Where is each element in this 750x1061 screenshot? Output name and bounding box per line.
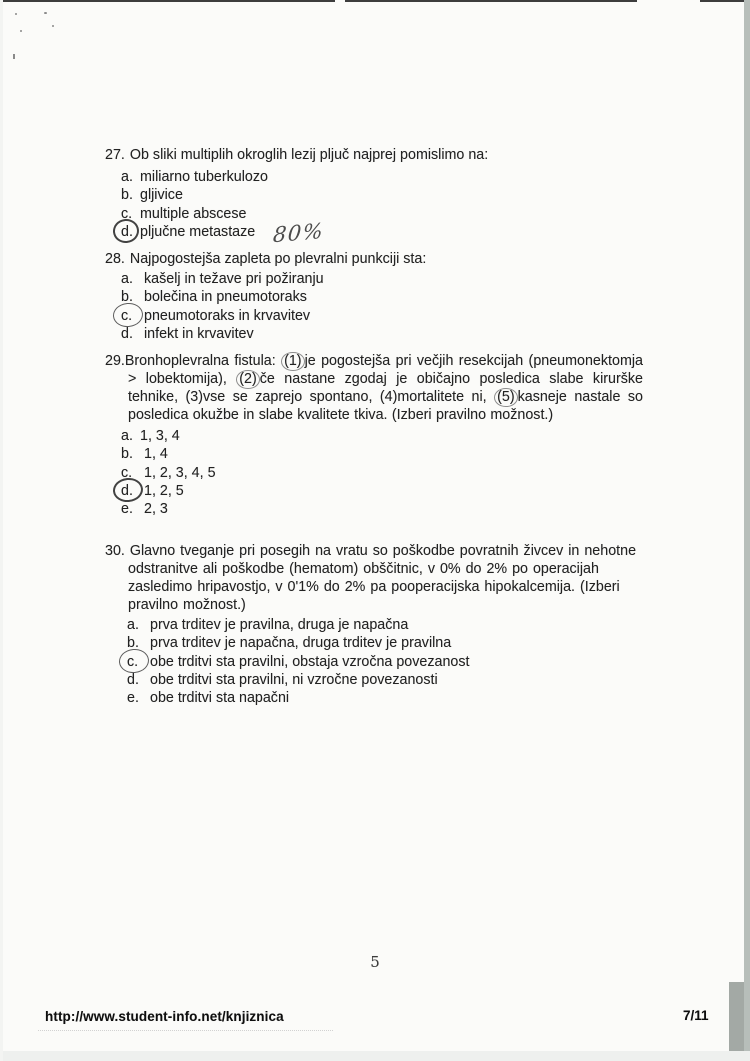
option-27-d	[121, 218, 643, 248]
option-28-c-letter-answer-circle: c.	[121, 307, 144, 325]
question-29-stem	[105, 352, 643, 424]
footer-url: http://www.student-info.net/knjiznica	[45, 1009, 284, 1024]
scan-artifact-left-edge	[0, 0, 3, 1061]
option-28-d-text: infekt in krvavitev	[144, 325, 254, 342]
option-29-c	[121, 464, 643, 482]
question-29-options	[105, 427, 643, 518]
question-29-stem-text: kasneje nastale so posledica okužbe in slabe kvalitete tkiva. (Izberi pravilno možnost.)	[128, 389, 643, 423]
scan-artifact-right-edge	[744, 0, 750, 1061]
option-29-e	[121, 500, 643, 518]
option-27-b	[121, 186, 643, 204]
option-27-c-text: multiple abscese	[140, 205, 247, 222]
question-27-stem	[105, 146, 643, 164]
option-30-d	[127, 671, 643, 689]
option-29-a-text: 1, 3, 4	[140, 428, 180, 444]
question-27-options	[105, 168, 643, 248]
option-30-a-text: prva trditev je pravilna, druga je napačna	[150, 617, 409, 633]
scan-artifact-bottom-edge	[0, 1051, 750, 1061]
option-28-c	[121, 307, 643, 325]
option-27-a	[121, 168, 643, 186]
option-28-b-letter: b.	[121, 289, 133, 306]
option-28-a-letter: a.	[121, 271, 133, 287]
handwritten-note-80-percent: 80%	[272, 218, 326, 248]
option-30-b-text: prva trditev je napačna, druga trditev je pravilna	[150, 635, 452, 652]
option-28-b-text: bolečina in pneumotoraks	[144, 289, 307, 306]
option-27-a-letter: a.	[121, 169, 133, 185]
question-29-number: 29.	[105, 353, 125, 369]
option-30-d-text: obe trditvi sta pravilni, ni vzročne povezanosti	[150, 671, 438, 688]
scan-speck	[15, 13, 17, 15]
option-29-a-letter: a.	[121, 428, 133, 444]
question-29-stem-text: Bronhoplevralna fistula:	[124, 353, 282, 369]
option-28-a	[121, 270, 643, 288]
question-30-stem	[105, 542, 643, 614]
option-28-b	[121, 288, 643, 306]
option-27-b-text: gljivice	[140, 187, 183, 204]
question-30-stem-text: Glavno tveganje pri posegih na vratu so poškodbe povratnih živcev in nehotne odstranitve ali poškodbe (hematom) obščitnic, v 0% do 2% po operacijah zasledimo hripavostjo, v 0'1% do 2% pa pooperacijska hipokalcemija. (Izberi pravilno možnost.)	[128, 543, 637, 613]
option-28-d-letter: d.	[121, 325, 133, 342]
option-29-a	[121, 427, 643, 445]
footer-page-indicator: 7/11	[683, 1008, 709, 1023]
option-27-d-letter-answer-circle: d.	[121, 223, 140, 241]
question-27	[105, 146, 643, 248]
option-30-c-text: obe trditvi sta pravilni, obstaja vzročna povezanost	[150, 653, 470, 670]
question-30	[105, 542, 643, 707]
option-29-c-letter: c.	[121, 464, 133, 481]
option-30-e-letter: e.	[127, 690, 139, 707]
scan-speck	[44, 12, 47, 14]
option-29-b-letter: b.	[121, 446, 133, 463]
scan-artifact-dotted-line	[38, 1030, 333, 1031]
option-27-a-text: miliarno tuberkulozo	[140, 169, 268, 185]
option-30-c	[127, 653, 643, 671]
option-29-b	[121, 445, 643, 463]
option-29-d-letter-answer-circle: d.	[121, 482, 144, 500]
circled-number-5: (5)	[494, 388, 517, 407]
option-29-d-text: 1, 2, 5	[144, 482, 184, 499]
circled-number-2: (2)	[236, 370, 259, 389]
scan-speck	[20, 30, 22, 32]
option-29-e-text: 2, 3	[144, 501, 168, 518]
option-27-d-text: pljučne metastaze	[140, 223, 256, 240]
option-30-a-letter: a.	[127, 617, 139, 633]
option-30-e-text: obe trditvi sta napačni	[150, 690, 290, 707]
question-30-options	[105, 616, 643, 707]
page-number: 5	[370, 953, 380, 971]
circled-number-1: (1)	[281, 352, 304, 371]
option-28-d	[121, 325, 643, 343]
question-28-stem-text: Najpogostejša zapleta po plevralni punkciji sta:	[129, 251, 427, 267]
question-29-stem-text: če nastane zgodaj je običajno posledica slabe kirurške tehnike, (3)vse se zaprejo spontano, (4)mortalitete ni,	[128, 371, 643, 405]
question-29-stem-text: je pogostejša pri večjih resekcijah (pneumonektomja > lobektomija),	[128, 353, 643, 387]
option-27-c-letter: c.	[121, 205, 133, 222]
scan-artifact-top-edge	[345, 0, 637, 2]
option-28-c-text: pneumotoraks in krvavitev	[144, 307, 311, 324]
scan-artifact-top-edge	[700, 0, 750, 2]
question-30-number: 30.	[105, 543, 125, 559]
option-30-b	[127, 634, 643, 652]
question-28-options	[105, 270, 643, 343]
question-27-stem-text: Ob sliki multiplih okroglih lezij pljuč najprej pomislimo na:	[129, 147, 489, 163]
option-30-b-letter: b.	[127, 635, 139, 652]
scan-speck	[52, 25, 54, 27]
question-29	[105, 352, 643, 518]
scan-speck	[13, 54, 15, 59]
question-28-stem	[105, 250, 643, 268]
option-27-c	[121, 205, 643, 223]
option-29-c-text: 1, 2, 3, 4, 5	[144, 464, 216, 481]
question-28-number: 28.	[105, 251, 125, 267]
option-28-a-text: kašelj in težave pri požiranju	[144, 271, 324, 287]
option-30-c-letter-answer-circle: c.	[127, 653, 150, 671]
option-30-e	[127, 689, 643, 707]
scan-artifact-top-edge	[0, 0, 335, 2]
option-27-b-letter: b.	[121, 187, 133, 204]
option-30-d-letter: d.	[127, 671, 139, 688]
option-29-b-text: 1, 4	[144, 446, 168, 463]
option-30-a	[127, 616, 643, 634]
question-28	[105, 250, 643, 343]
option-29-d	[121, 482, 643, 500]
question-27-number: 27.	[105, 147, 125, 163]
option-29-e-letter: e.	[121, 501, 133, 518]
scan-artifact-right-edge	[729, 982, 744, 1061]
